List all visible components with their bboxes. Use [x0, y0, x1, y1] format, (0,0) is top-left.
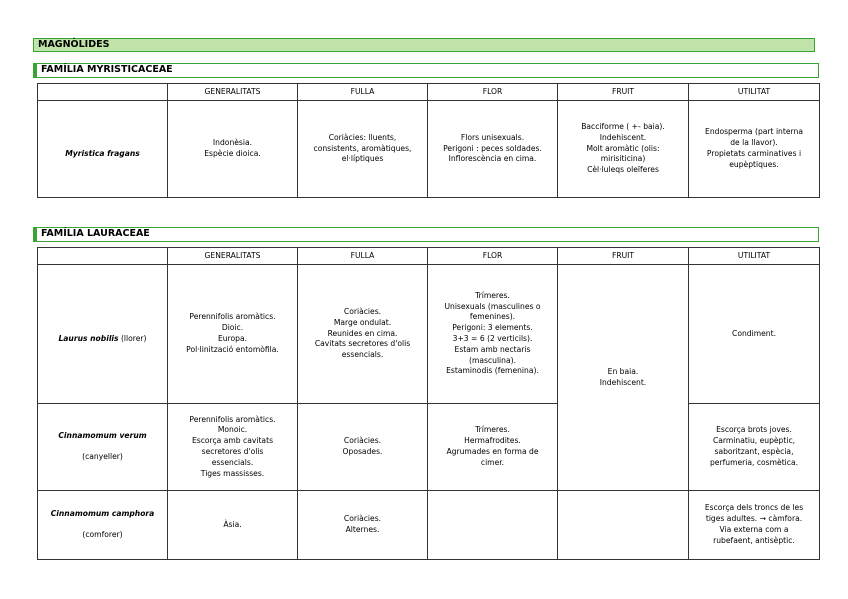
header-flor: FLOR — [428, 84, 558, 101]
fruit-cell: Bacciforme ( +- baia). Indehiscent. Molt aromàtic (olis: mirisiticina) Cèl·luleqs oleïferes — [558, 101, 689, 198]
header-fulla: FULLA — [298, 84, 428, 101]
family-title: FAMÍLIA LAURACEAE — [41, 228, 150, 239]
utilitat-cell: Condiment. — [689, 265, 820, 404]
flor-cell — [428, 491, 558, 560]
section-title: MAGNÒLIDES — [38, 39, 110, 50]
table-header-row — [38, 84, 820, 101]
header-cell-empty — [38, 248, 168, 265]
generalitats-cell: Indonèsia. Espècie dioica. — [168, 101, 298, 198]
species-name: Cinnamomum verum — [58, 430, 147, 440]
table-row — [38, 404, 820, 491]
lauraceae-table — [37, 247, 820, 560]
header-generalitats: GENERALITATS — [168, 84, 298, 101]
table-row — [38, 265, 820, 404]
generalitats-cell: Perennifolis aromàtics. Monoic. Escorça amb cavitats secretores d'olis essencials. Tiges massisses. — [168, 404, 298, 491]
utilitat-cell: Escorça dels troncs de les tiges adultes. → càmfora. Via externa com a rubefaent, antisèptic. — [689, 491, 820, 560]
header-utilitat: UTILITAT — [689, 248, 820, 265]
common-name: (comforer) — [82, 530, 123, 540]
header-fruit: FRUIT — [558, 84, 689, 101]
generalitats-cell: Perennifolis aromàtics. Dioic. Europa. Pol·linització entomòfila. — [168, 265, 298, 404]
myristicaceae-table — [37, 83, 820, 198]
family-title-bar-myristicaceae — [33, 63, 819, 78]
family-title: FAMÍLIA MYRISTICACEAE — [41, 64, 173, 75]
header-fulla: FULLA — [298, 248, 428, 265]
header-generalitats: GENERALITATS — [168, 248, 298, 265]
fruit-cell-empty — [558, 491, 689, 560]
flor-cell: Trímeres. Unisexuals (masculines o femenines). Perigoni: 3 elements. 3+3 = 6 (2 verticils). Estam amb nectaris (masculina). Estaminodis (femenina). — [428, 265, 558, 404]
species-name: Cinnamomum camphora — [50, 508, 155, 518]
header-utilitat: UTILITAT — [689, 84, 820, 101]
fulla-cell: Coriàcies. Alternes. — [298, 491, 428, 560]
fulla-cell: Coriàcies: lluents, consistents, aromàtiques, el·líptiques — [298, 101, 428, 198]
utilitat-cell: Escorça brots joves. Carminatiu, eupèptic, saboritzant, espècia, perfumeria, cosmètica. — [689, 404, 820, 491]
flor-cell: Trímeres. Hermafrodites. Agrumades en forma de cimer. — [428, 404, 558, 491]
common-name: (llorer) — [118, 334, 147, 343]
common-name: (canyeller) — [82, 452, 123, 462]
table-row — [38, 491, 820, 560]
fulla-cell: Coriàcies. Marge ondulat. Reunides en cima. Cavitats secretores d'olis essencials. — [298, 265, 428, 404]
utilitat-cell: Endosperma (part interna de la llavor). Propietats carminatives i eupèptiques. — [689, 101, 820, 198]
species-cell — [38, 491, 168, 560]
species-cell — [38, 265, 168, 404]
species-name: Myristica fragans — [65, 149, 140, 158]
header-flor: FLOR — [428, 248, 558, 265]
table-row — [38, 101, 820, 198]
flor-cell: Flors unisexuals. Perigoni : peces soldades. Inflorescència en cima. — [428, 101, 558, 198]
species-cell — [38, 101, 168, 198]
fruit-cell-shared: En baia. Indehiscent. — [558, 265, 689, 491]
table-header-row — [38, 248, 820, 265]
species-name: Laurus nobilis — [58, 334, 119, 343]
generalitats-cell: Àsia. — [168, 491, 298, 560]
header-cell-empty — [38, 84, 168, 101]
fulla-cell: Coriàcies. Oposades. — [298, 404, 428, 491]
section-title-bar — [33, 38, 815, 52]
family-title-bar-lauraceae — [33, 227, 819, 242]
header-fruit: FRUIT — [558, 248, 689, 265]
species-cell — [38, 404, 168, 491]
